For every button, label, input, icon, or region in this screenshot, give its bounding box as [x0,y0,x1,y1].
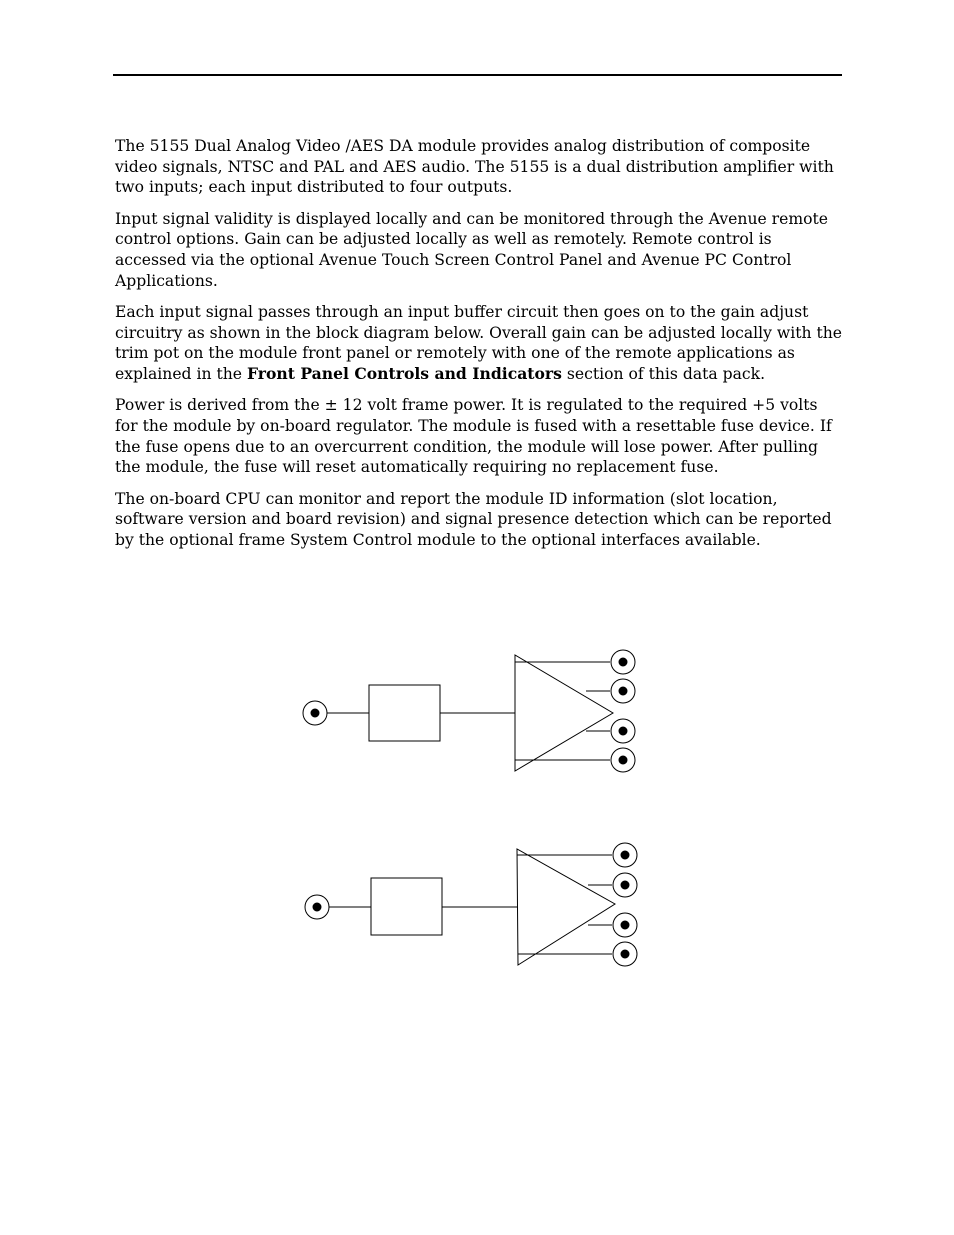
paragraph-signal-validity: Input signal validity is displayed locally and can be monitored through the Avenue remote control options. Gain can be adjusted locally as well as remotely. Remote control is accessed via the optional Avenue Touch Screen Control Panel and Avenue PC Control Applications. [115,209,829,290]
input-connector-1 [303,701,327,725]
output-connector-2d [613,942,637,966]
paragraph-cpu: The on-board CPU can monitor and report the module ID information (slot location, software version and board revision) and signal presence detection which can be reported by the optional frame System Control module to the optional interfaces available. [115,489,832,549]
output-connector-2c [613,913,637,937]
output-connector-1d [611,748,635,772]
channel-2 [305,843,637,966]
paragraph-power: Power is derived from the ± 12 volt frame power. It is regulated to the required +5 volts for the module by on-board regulator. The module is fused with a resettable fuse device. If the fuse opens due to an overcurrent condition, the module will lose power. After pulling the module, the fuse will reset automatically requiring no replacement fuse. [115,396,832,477]
input-connector-2 [305,895,329,919]
paragraph-intro: The 5155 Dual Analog Video /AES DA module provides analog distribution of composite video signals, NTSC and PAL and AES audio. The 5155 is a dual distribution amplifier with two inputs; each input distributed to four outputs. [115,137,834,197]
output-connector-1c [611,719,635,743]
input-buffer-block-2 [371,878,442,935]
output-connector-1a [611,650,635,674]
amplifier-triangle-1 [515,655,613,771]
output-connector-1b [611,679,635,703]
output-connector-2a [613,843,637,867]
paragraph-gain-end: section of this data pack. [561,365,766,384]
channel-1 [303,650,635,772]
amplifier-triangle-2 [517,849,615,965]
output-connector-2b [613,873,637,897]
front-panel-reference: Front Panel Controls and Indicators [246,364,562,384]
input-buffer-block-1 [369,685,440,741]
paragraph-gain-start: Each input signal passes through an input buffer circuit then goes on to the gain adjust circuitry as shown in the block diagram below. Overall gain can be adjusted locally with the trim pot on the module front panel or remotely with one of the remote applications as explained in the [115,302,843,384]
